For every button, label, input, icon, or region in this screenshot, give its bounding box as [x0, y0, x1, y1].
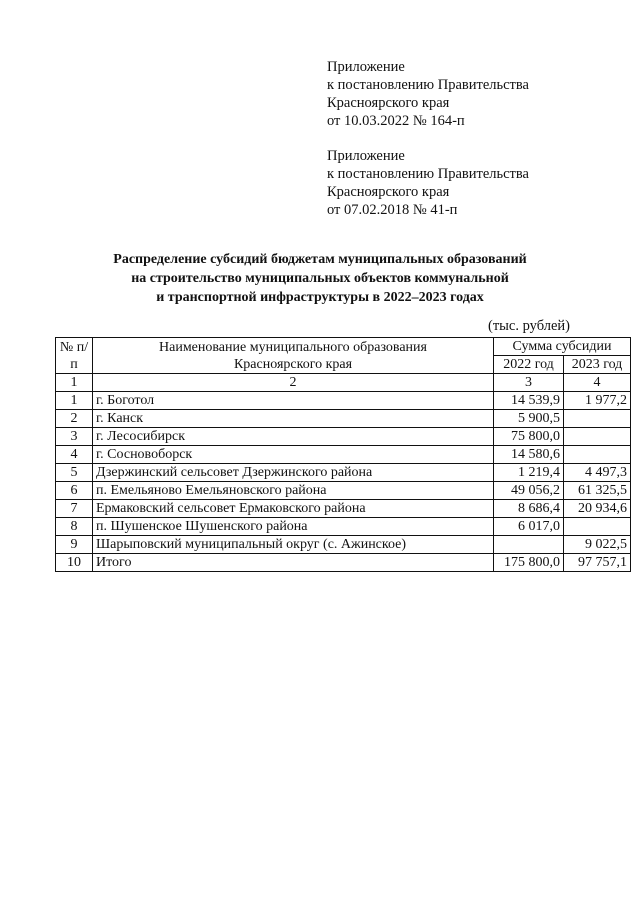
row-name: п. Шушенское Шушенского района: [93, 518, 494, 536]
units-label: (тыс. рублей): [488, 318, 570, 334]
row-name: г. Боготол: [93, 392, 494, 410]
table-row: [56, 392, 631, 410]
table-row: [56, 410, 631, 428]
appendix-header-original: [327, 147, 529, 219]
total-value-2022: 175 800,0: [494, 554, 564, 572]
appendix-header-current: [327, 58, 529, 130]
appendix-region-line: Красноярского края: [327, 95, 450, 111]
total-value-2023: 97 757,1: [564, 554, 631, 572]
table-row: [56, 482, 631, 500]
table-row: [56, 518, 631, 536]
row-name: п. Емельяново Емельяновского района: [93, 482, 494, 500]
appendix-label: Приложение: [327, 59, 405, 75]
column-numbers-row: [56, 374, 631, 392]
row-value-2023: [564, 518, 631, 536]
header-num: № п/п: [56, 338, 93, 374]
row-value-2023: [564, 446, 631, 464]
row-value-2023: 4 497,3: [564, 464, 631, 482]
row-value-2023: [564, 428, 631, 446]
row-name: г. Лесосибирск: [93, 428, 494, 446]
header-sum: Сумма субсидии: [494, 338, 631, 356]
row-num: 6: [56, 482, 93, 500]
header-name: Наименование муниципального образования Красноярского края: [93, 338, 494, 374]
table-row: [56, 536, 631, 554]
row-value-2022: 75 800,0: [494, 428, 564, 446]
title-line-2: на строительство муниципальных объектов коммунальной: [131, 271, 509, 286]
row-name: Дзержинский сельсовет Дзержинского района: [93, 464, 494, 482]
column-number: 1: [56, 374, 93, 392]
title-line-3: и транспортной инфраструктуры в 2022–2023 годах: [156, 290, 484, 305]
table-row: [56, 428, 631, 446]
row-name: г. Сосновоборск: [93, 446, 494, 464]
row-name: г. Канск: [93, 410, 494, 428]
table-row: [56, 446, 631, 464]
appendix-date-number: от 10.03.2022 № 164-п: [327, 113, 465, 129]
row-name: Шарыповский муниципальный округ (с. Ажинское): [93, 536, 494, 554]
row-value-2023: [564, 410, 631, 428]
document-title: [40, 250, 600, 307]
header-row: [56, 338, 631, 356]
row-value-2022: 8 686,4: [494, 500, 564, 518]
table-total-row: [56, 554, 631, 572]
appendix-resolution-line: к постановлению Правительства: [327, 166, 529, 182]
row-num: 9: [56, 536, 93, 554]
row-value-2023: 1 977,2: [564, 392, 631, 410]
table-row: [56, 464, 631, 482]
appendix-date-number: от 07.02.2018 № 41-п: [327, 202, 458, 218]
row-value-2022: 5 900,5: [494, 410, 564, 428]
header-year-2022: 2022 год: [494, 356, 564, 374]
title-line-1: Распределение субсидий бюджетам муниципальных образований: [113, 252, 527, 267]
row-num: 4: [56, 446, 93, 464]
row-num: 2: [56, 410, 93, 428]
row-num: 7: [56, 500, 93, 518]
row-value-2023: 61 325,5: [564, 482, 631, 500]
header-year-2023: 2023 год: [564, 356, 631, 374]
appendix-label: Приложение: [327, 148, 405, 164]
row-value-2022: 49 056,2: [494, 482, 564, 500]
row-num: 3: [56, 428, 93, 446]
appendix-resolution-line: к постановлению Правительства: [327, 77, 529, 93]
table-row: [56, 500, 631, 518]
column-number: 3: [494, 374, 564, 392]
row-name: Итого: [93, 554, 494, 572]
subsidies-table: [55, 337, 631, 572]
column-number: 4: [564, 374, 631, 392]
appendix-region-line: Красноярского края: [327, 184, 450, 200]
row-value-2022: 6 017,0: [494, 518, 564, 536]
row-value-2022: 14 580,6: [494, 446, 564, 464]
row-num: 5: [56, 464, 93, 482]
row-value-2022: 14 539,9: [494, 392, 564, 410]
column-number: 2: [93, 374, 494, 392]
row-name: Ермаковский сельсовет Ермаковского района: [93, 500, 494, 518]
row-value-2022: 1 219,4: [494, 464, 564, 482]
row-num: 10: [56, 554, 93, 572]
row-value-2023: 9 022,5: [564, 536, 631, 554]
row-num: 1: [56, 392, 93, 410]
row-value-2022: [494, 536, 564, 554]
row-value-2023: 20 934,6: [564, 500, 631, 518]
row-num: 8: [56, 518, 93, 536]
